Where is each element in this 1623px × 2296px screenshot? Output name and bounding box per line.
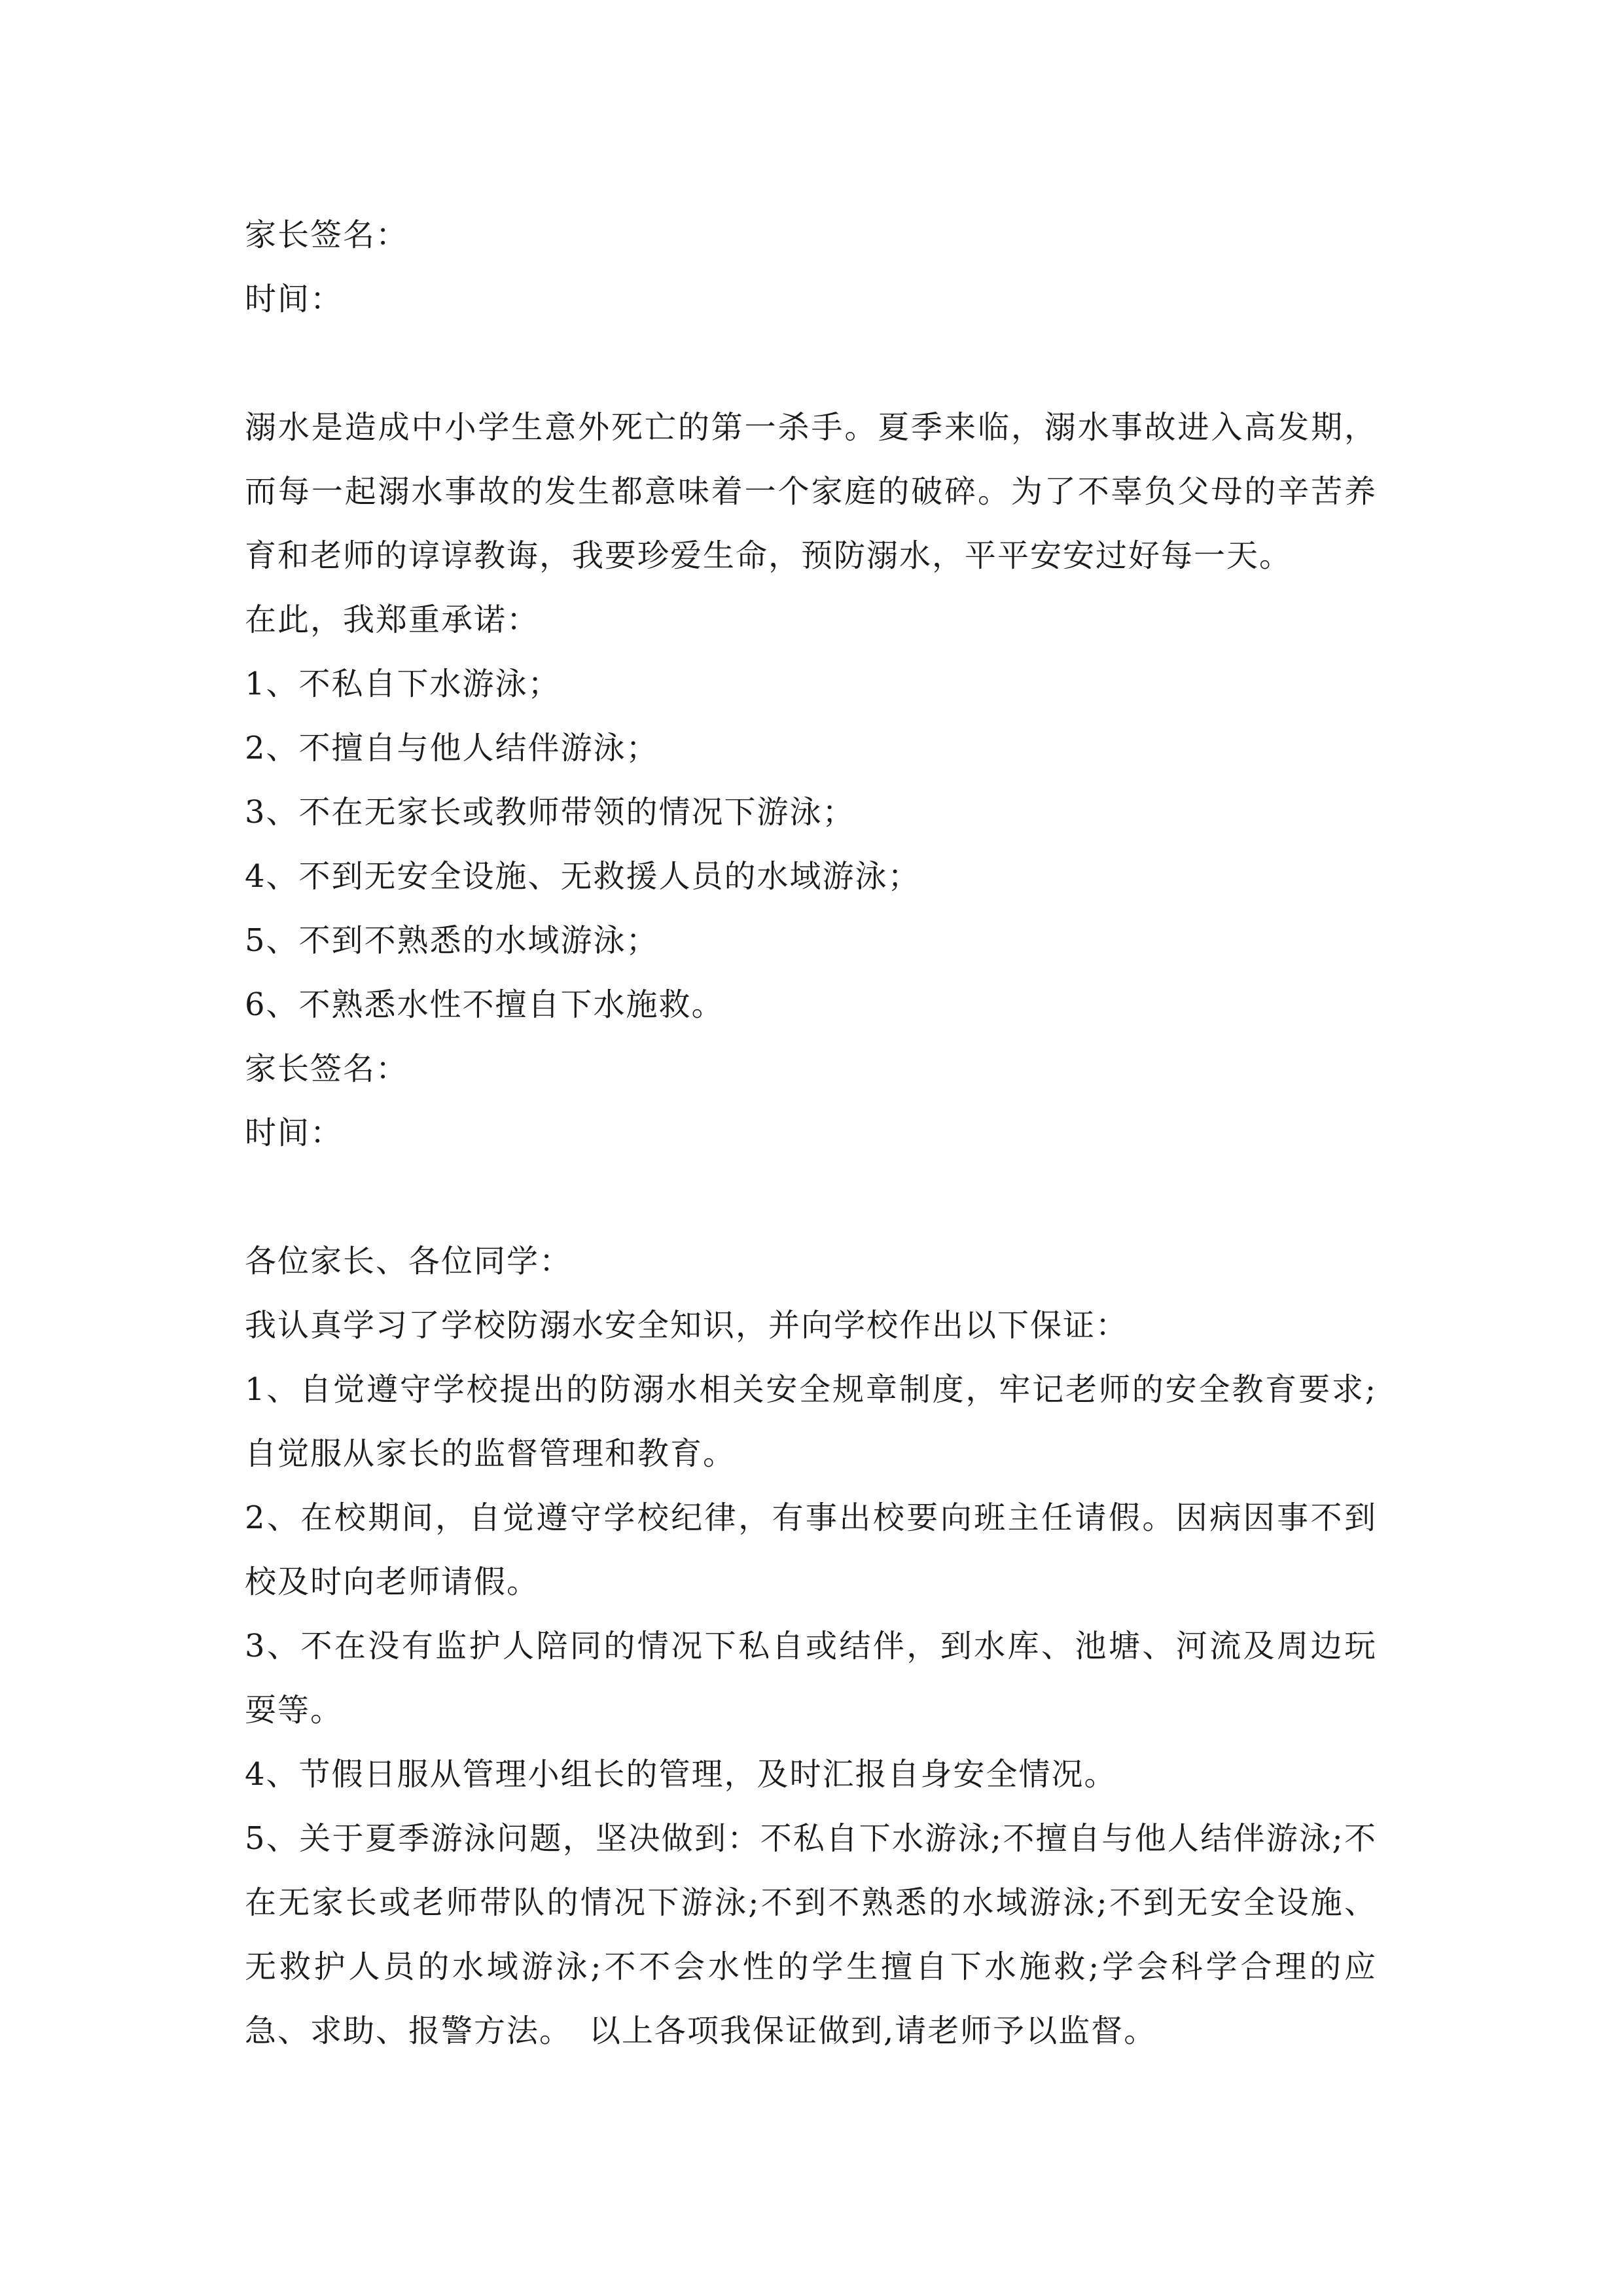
section-divider	[245, 1165, 1377, 1229]
pledge-item: 1、不私自下水游泳；	[245, 666, 561, 702]
drowning-intro-paragraph: 溺水是造成中小学生意外死亡的第一杀手。夏季来临，溺水事故进入高发期，而每一起溺水事故的发生都意味着一个家庭的破碎。为了不辜负父母的辛苦养育和老师的谆谆教诲，我要珍爱生命，预防溺水，平平安安过好每一天。	[245, 409, 1377, 574]
salutation: 各位家长、各位同学：	[245, 1243, 573, 1280]
guarantee-item: 2、在校期间，自觉遵守学校纪律，有事出校要向班主任请假。因病因事不到校及时向老师请假。	[245, 1499, 1377, 1600]
document-body	[245, 203, 1377, 2063]
guarantee-item: 5、关于夏季游泳问题，坚决做到：不私自下水游泳;不擅自与他人结伴游泳;不在无家长或老师带队的情况下游泳;不到不熟悉的水域游泳;不到无安全设施、无救护人员的水域游泳;不不会水性的学生擅自下水施救;学会科学合理的应急、求助、报警方法。 以上各项我保证做到,请老师予以监督。	[245, 1820, 1377, 2049]
guarantee-item: 4、节假日服从管理小组长的管理，及时汇报自身安全情况。	[245, 1756, 1117, 1793]
guarantee-item: 3、不在没有监护人陪同的情况下私自或结伴，到水库、池塘、河流及周边玩耍等。	[245, 1628, 1377, 1729]
time-label: 时间：	[245, 281, 344, 317]
pledge-item: 4、不到无安全设施、无救援人员的水域游泳；	[245, 858, 921, 895]
pledge-heading: 在此，我郑重承诺：	[245, 601, 540, 638]
guarantee-intro: 我认真学习了学校防溺水安全知识，并向学校作出以下保证：	[245, 1307, 1129, 1344]
pledge-item: 5、不到不熟悉的水域游泳；	[245, 922, 659, 959]
pledge-item: 2、不擅自与他人结伴游泳；	[245, 730, 659, 766]
parent-signature-label: 家长签名：	[245, 217, 409, 253]
time-label: 时间：	[245, 1115, 344, 1151]
pledge-item: 6、不熟悉水性不擅自下水施救。	[245, 986, 724, 1023]
guarantee-item: 1、自觉遵守学校提出的防溺水相关安全规章制度，牢记老师的安全教育要求;自觉服从家长的监督管理和教育。	[245, 1371, 1377, 1472]
pledge-item: 3、不在无家长或教师带领的情况下游泳；	[245, 794, 855, 831]
section-divider	[245, 331, 1377, 395]
parent-signature-label: 家长签名：	[245, 1050, 409, 1087]
